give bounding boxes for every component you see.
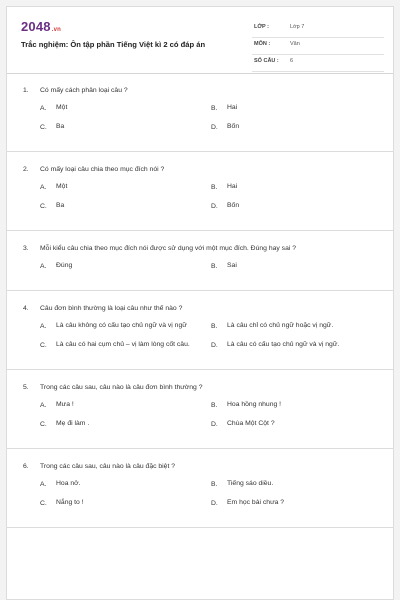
option-text: Nắng to ! (56, 499, 84, 506)
option-text: Là câu có hai cụm chủ – vị làm lòng cốt câu. (56, 341, 190, 348)
meta-label: MÔN : (254, 41, 271, 47)
answer-options (7, 479, 393, 517)
quiz-page (6, 6, 394, 600)
answer-option-b[interactable] (211, 321, 371, 331)
question-header (7, 245, 393, 252)
question-number: 3. (23, 245, 29, 252)
option-text: Hoa hồng nhung ! (227, 401, 282, 408)
answer-options (7, 182, 393, 220)
option-letter: A. (40, 104, 47, 112)
quiz-title: Trắc nghiệm: Ôn tập phần Tiếng Việt kì 2 có đáp án (21, 40, 206, 49)
question-list (7, 73, 393, 528)
option-text: Bốn (227, 202, 240, 209)
answer-option-a[interactable] (40, 321, 211, 331)
meta-label: SỐ CÂU : (254, 58, 279, 64)
option-letter: B. (211, 322, 218, 330)
question-3 (7, 231, 393, 291)
option-text: Hai (227, 104, 238, 111)
option-letter: B. (211, 183, 218, 191)
answer-option-d[interactable] (211, 201, 371, 211)
option-letter: A. (40, 262, 47, 270)
question-text: Mỗi kiểu câu chia theo mục đích nói được sử dụng với một mục đích. Đúng hay sai ? (40, 245, 297, 252)
option-letter: D. (211, 123, 218, 131)
meta-row-count (252, 55, 384, 72)
option-letter: A. (40, 322, 47, 330)
meta-label: LỚP : (254, 24, 269, 30)
answer-option-b[interactable] (211, 261, 371, 271)
question-4 (7, 291, 393, 370)
question-5 (7, 370, 393, 449)
option-letter: B. (211, 104, 218, 112)
question-number: 5. (23, 384, 29, 391)
answer-option-d[interactable] (211, 122, 371, 132)
answer-option-a[interactable] (40, 103, 211, 113)
option-text: Chùa Một Cột ? (227, 420, 275, 427)
option-text: Một (56, 104, 68, 111)
option-text: Một (56, 183, 68, 190)
answer-option-c[interactable] (40, 122, 211, 132)
answer-option-a[interactable] (40, 479, 211, 489)
answer-option-a[interactable] (40, 400, 211, 410)
question-number: 4. (23, 305, 29, 312)
option-text: Là câu không có cấu tạo chủ ngữ và vị ngữ (56, 322, 187, 329)
logo-main: 2048 (21, 19, 51, 34)
answer-option-d[interactable] (211, 419, 371, 429)
question-number: 1. (23, 87, 29, 94)
option-text: Sai (227, 262, 237, 269)
option-text: Bốn (227, 123, 240, 130)
question-header (7, 463, 393, 470)
option-text: Mưa ! (56, 401, 74, 408)
option-text: Tiếng sáo diều. (227, 480, 274, 487)
answer-options (7, 103, 393, 141)
question-2 (7, 152, 393, 231)
option-letter: C. (40, 420, 47, 428)
answer-option-b[interactable] (211, 103, 371, 113)
question-text: Có mấy cách phân loại câu ? (40, 87, 128, 94)
logo-suffix: .vn (51, 27, 62, 33)
option-text: Hoa nở. (56, 480, 81, 487)
meta-value: Văn (290, 41, 300, 47)
option-letter: A. (40, 401, 47, 409)
option-text: Em học bài chưa ? (227, 499, 285, 506)
quiz-header (7, 7, 393, 74)
option-text: Đúng (56, 262, 73, 269)
question-header (7, 87, 393, 94)
question-header (7, 166, 393, 173)
option-letter: C. (40, 202, 47, 210)
answer-option-b[interactable] (211, 182, 371, 192)
answer-option-b[interactable] (211, 400, 371, 410)
site-logo[interactable] (21, 19, 61, 34)
meta-value: Lớp 7 (290, 24, 305, 30)
option-letter: B. (211, 480, 218, 488)
question-number: 6. (23, 463, 29, 470)
quiz-meta (252, 21, 384, 72)
option-letter: B. (211, 401, 218, 409)
option-letter: C. (40, 123, 47, 131)
answer-option-a[interactable] (40, 261, 211, 271)
answer-option-c[interactable] (40, 419, 211, 429)
answer-option-c[interactable] (40, 201, 211, 211)
option-text: Ba (56, 202, 65, 209)
option-letter: D. (211, 202, 218, 210)
option-text: Là câu có cấu tạo chủ ngữ và vị ngữ. (227, 341, 340, 348)
option-letter: D. (211, 499, 218, 507)
option-letter: B. (211, 262, 218, 270)
answer-option-d[interactable] (211, 340, 371, 350)
question-6 (7, 449, 393, 528)
answer-option-d[interactable] (211, 498, 371, 508)
question-header (7, 384, 393, 391)
option-text: Mẹ đi làm . (56, 420, 90, 427)
answer-options (7, 400, 393, 438)
option-letter: D. (211, 341, 218, 349)
option-letter: C. (40, 341, 47, 349)
answer-option-c[interactable] (40, 498, 211, 508)
question-1 (7, 73, 393, 152)
meta-row-subject (252, 38, 384, 55)
question-header (7, 305, 393, 312)
question-text: Câu đơn bình thường là loại câu như thế nào ? (40, 305, 183, 312)
answer-options (7, 261, 393, 280)
option-text: Ba (56, 123, 65, 130)
meta-value: 6 (290, 58, 294, 64)
option-letter: A. (40, 183, 47, 191)
option-letter: A. (40, 480, 47, 488)
option-letter: D. (211, 420, 218, 428)
answer-option-c[interactable] (40, 340, 211, 350)
question-text: Trong các câu sau, câu nào là câu đặc biệt ? (40, 463, 176, 470)
question-number: 2. (23, 166, 29, 173)
answer-option-a[interactable] (40, 182, 211, 192)
question-text: Có mấy loại câu chia theo mục đích nói ? (40, 166, 165, 173)
answer-option-b[interactable] (211, 479, 371, 489)
option-letter: C. (40, 499, 47, 507)
option-text: Là câu chỉ có chủ ngữ hoặc vị ngữ. (227, 322, 334, 329)
meta-row-class (252, 21, 384, 38)
option-text: Hai (227, 183, 238, 190)
answer-options (7, 321, 393, 359)
question-text: Trong các câu sau, câu nào là câu đơn bình thường ? (40, 384, 203, 391)
